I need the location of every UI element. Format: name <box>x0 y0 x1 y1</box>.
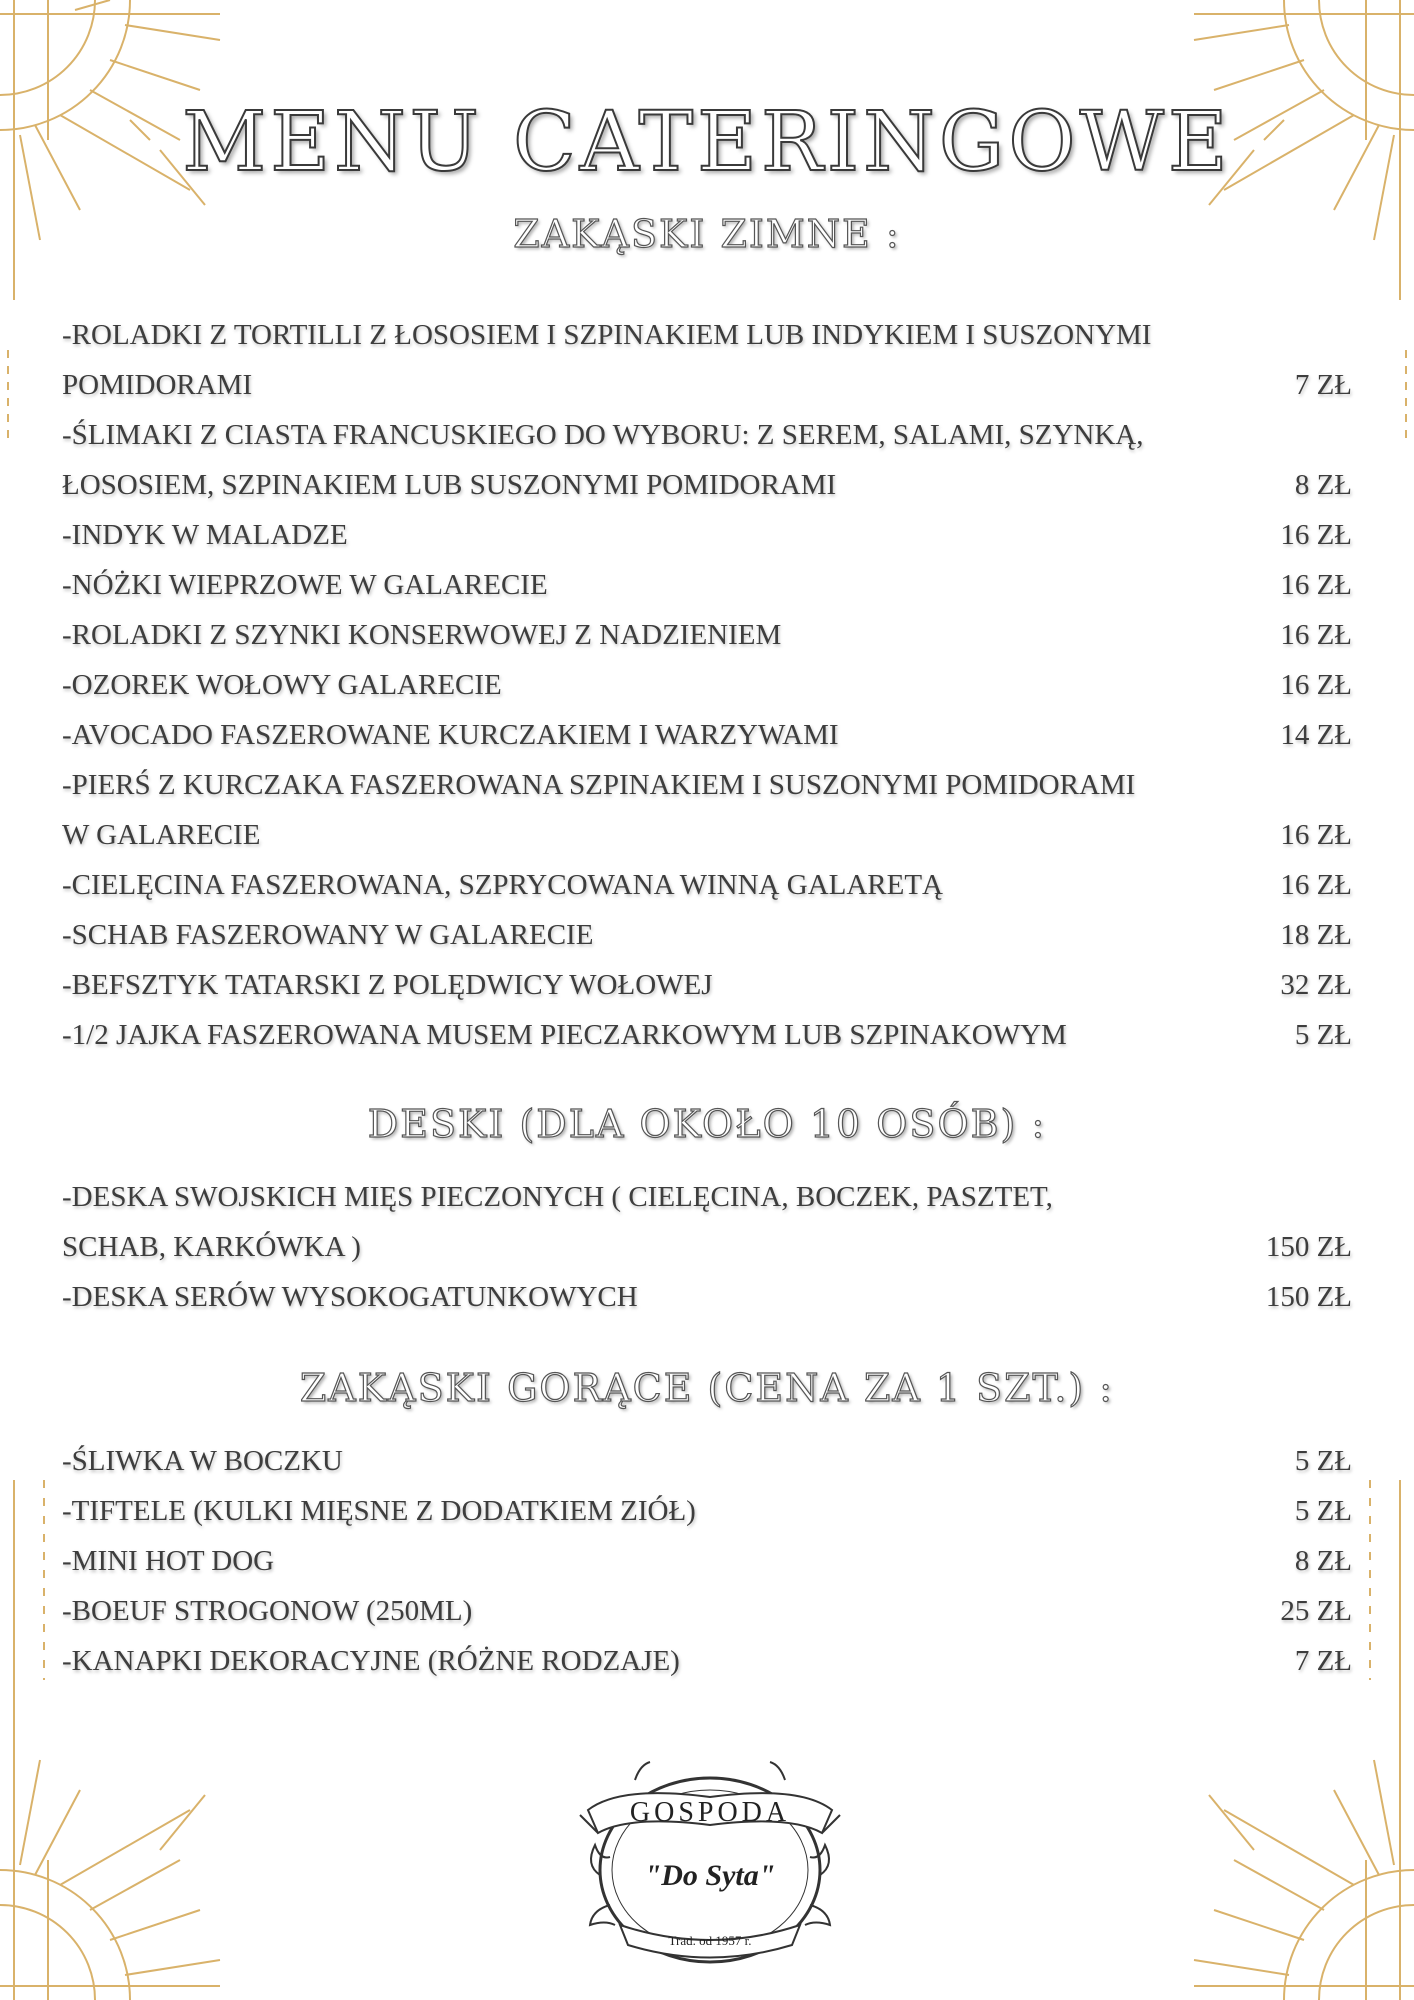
menu-item: -BEFSZTYK TATARSKI Z POLĘDWICY WOŁOWEJ 32 ZŁ <box>62 960 1352 1010</box>
menu-item: -AVOCADO FASZEROWANE KURCZAKIEM I WARZYWAMI 14 ZŁ <box>62 710 1352 760</box>
price: 7 ZŁ <box>1294 369 1352 401</box>
menu-item: -ROLADKI Z SZYNKI KONSERWOWEJ Z NADZIENIEM 16 ZŁ <box>62 610 1352 660</box>
price: 8 ZŁ <box>1294 1545 1352 1577</box>
section-heading-boards: DESKI (DLA OKOŁO 10 OSÓB) : <box>367 1102 1047 1146</box>
menu-item: -BOEUF STROGONOW (250ML) 25 ZŁ <box>62 1586 1352 1636</box>
menu-item: -OZOREK WOŁOWY GALARECIE 16 ZŁ <box>62 660 1352 710</box>
menu-item-line: ŁOSOSIEM, SZPINAKIEM LUB SUSZONYMI POMIDORAMI 8 ZŁ <box>62 460 1352 510</box>
price: 5 ZŁ <box>1294 1495 1352 1527</box>
menu-item: -NÓŻKI WIEPRZOWE W GALARECIE 16 ZŁ <box>62 560 1352 610</box>
menu-item: -MINI HOT DOG 8 ZŁ <box>62 1536 1352 1586</box>
menu-item-line: W GALARECIE 16 ZŁ <box>62 810 1352 860</box>
menu-item-line: -ŚLIMAKI Z CIASTA FRANCUSKIEGO DO WYBORU: Z SEREM, SALAMI, SZYNKĄ, <box>62 419 1144 451</box>
price: 16 ZŁ <box>1280 619 1352 651</box>
page-title: MENU CATERINGOWE <box>182 95 1232 190</box>
section-heading-cold: ZAKĄSKI ZIMNE : <box>513 212 901 256</box>
price: 25 ZŁ <box>1280 1595 1352 1627</box>
price: 14 ZŁ <box>1280 719 1352 751</box>
price: 16 ZŁ <box>1280 669 1352 701</box>
menu-item-line: -PIERŚ Z KURCZAKA FASZEROWANA SZPINAKIEM I SUSZONYMI POMIDORAMI <box>62 769 1136 801</box>
price: 18 ZŁ <box>1280 919 1352 951</box>
logo-name: GOSPODA <box>629 1797 791 1828</box>
menu-item-line: -ROLADKI Z TORTILLI Z ŁOSOSIEM I SZPINAKIEM LUB INDYKIEM I SUSZONYMI <box>62 319 1152 351</box>
price: 7 ZŁ <box>1294 1645 1352 1677</box>
menu-item: -INDYK W MALADZE 16 ZŁ <box>62 510 1352 560</box>
price: 150 ZŁ <box>1265 1231 1352 1263</box>
price: 32 ZŁ <box>1280 969 1352 1001</box>
menu-item: -ŚLIWKA W BOCZKU 5 ZŁ <box>62 1436 1352 1486</box>
menu-item-line: SCHAB, KARKÓWKA ) 150 ZŁ <box>62 1222 1352 1272</box>
section-heading-hot: ZAKĄSKI GORĄCE (CENA ZA 1 SZT.) : <box>299 1366 1115 1410</box>
price: 16 ZŁ <box>1280 519 1352 551</box>
menu-item: -DESKA SERÓW WYSOKOGATUNKOWYCH 150 ZŁ <box>62 1272 1352 1322</box>
menu-item: -SCHAB FASZEROWANY W GALARECIE 18 ZŁ <box>62 910 1352 960</box>
menu-item: -TIFTELE (KULKI MIĘSNE Z DODATKIEM ZIÓŁ) 5 ZŁ <box>62 1486 1352 1536</box>
price: 16 ZŁ <box>1280 869 1352 901</box>
price: 5 ZŁ <box>1294 1019 1352 1051</box>
price: 150 ZŁ <box>1265 1281 1352 1313</box>
price: 5 ZŁ <box>1294 1445 1352 1477</box>
cold-items-list <box>62 310 1352 1060</box>
menu-item-line: POMIDORAMI 7 ZŁ <box>62 360 1352 410</box>
menu-item: -1/2 JAJKA FASZEROWANA MUSEM PIECZARKOWYM LUB SZPINAKOWYM 5 ZŁ <box>62 1010 1352 1060</box>
price: 16 ZŁ <box>1280 569 1352 601</box>
logo-tagline: Trad. od 1957 r. <box>668 1933 752 1948</box>
menu-item: -CIELĘCINA FASZEROWANA, SZPRYCOWANA WINNĄ GALARETĄ 16 ZŁ <box>62 860 1352 910</box>
menu-item-line: -DESKA SWOJSKICH MIĘS PIECZONYCH ( CIELĘCINA, BOCZEK, PASZTET, <box>62 1181 1053 1213</box>
hot-items-list <box>62 1436 1352 1686</box>
gospoda-logo <box>560 1755 860 1980</box>
logo-subtitle: "Do Syta" <box>644 1859 776 1892</box>
boards-items-list <box>62 1172 1352 1322</box>
price: 8 ZŁ <box>1294 469 1352 501</box>
menu-item: -KANAPKI DEKORACYJNE (RÓŻNE RODZAJE) 7 ZŁ <box>62 1636 1352 1686</box>
price: 16 ZŁ <box>1280 819 1352 851</box>
